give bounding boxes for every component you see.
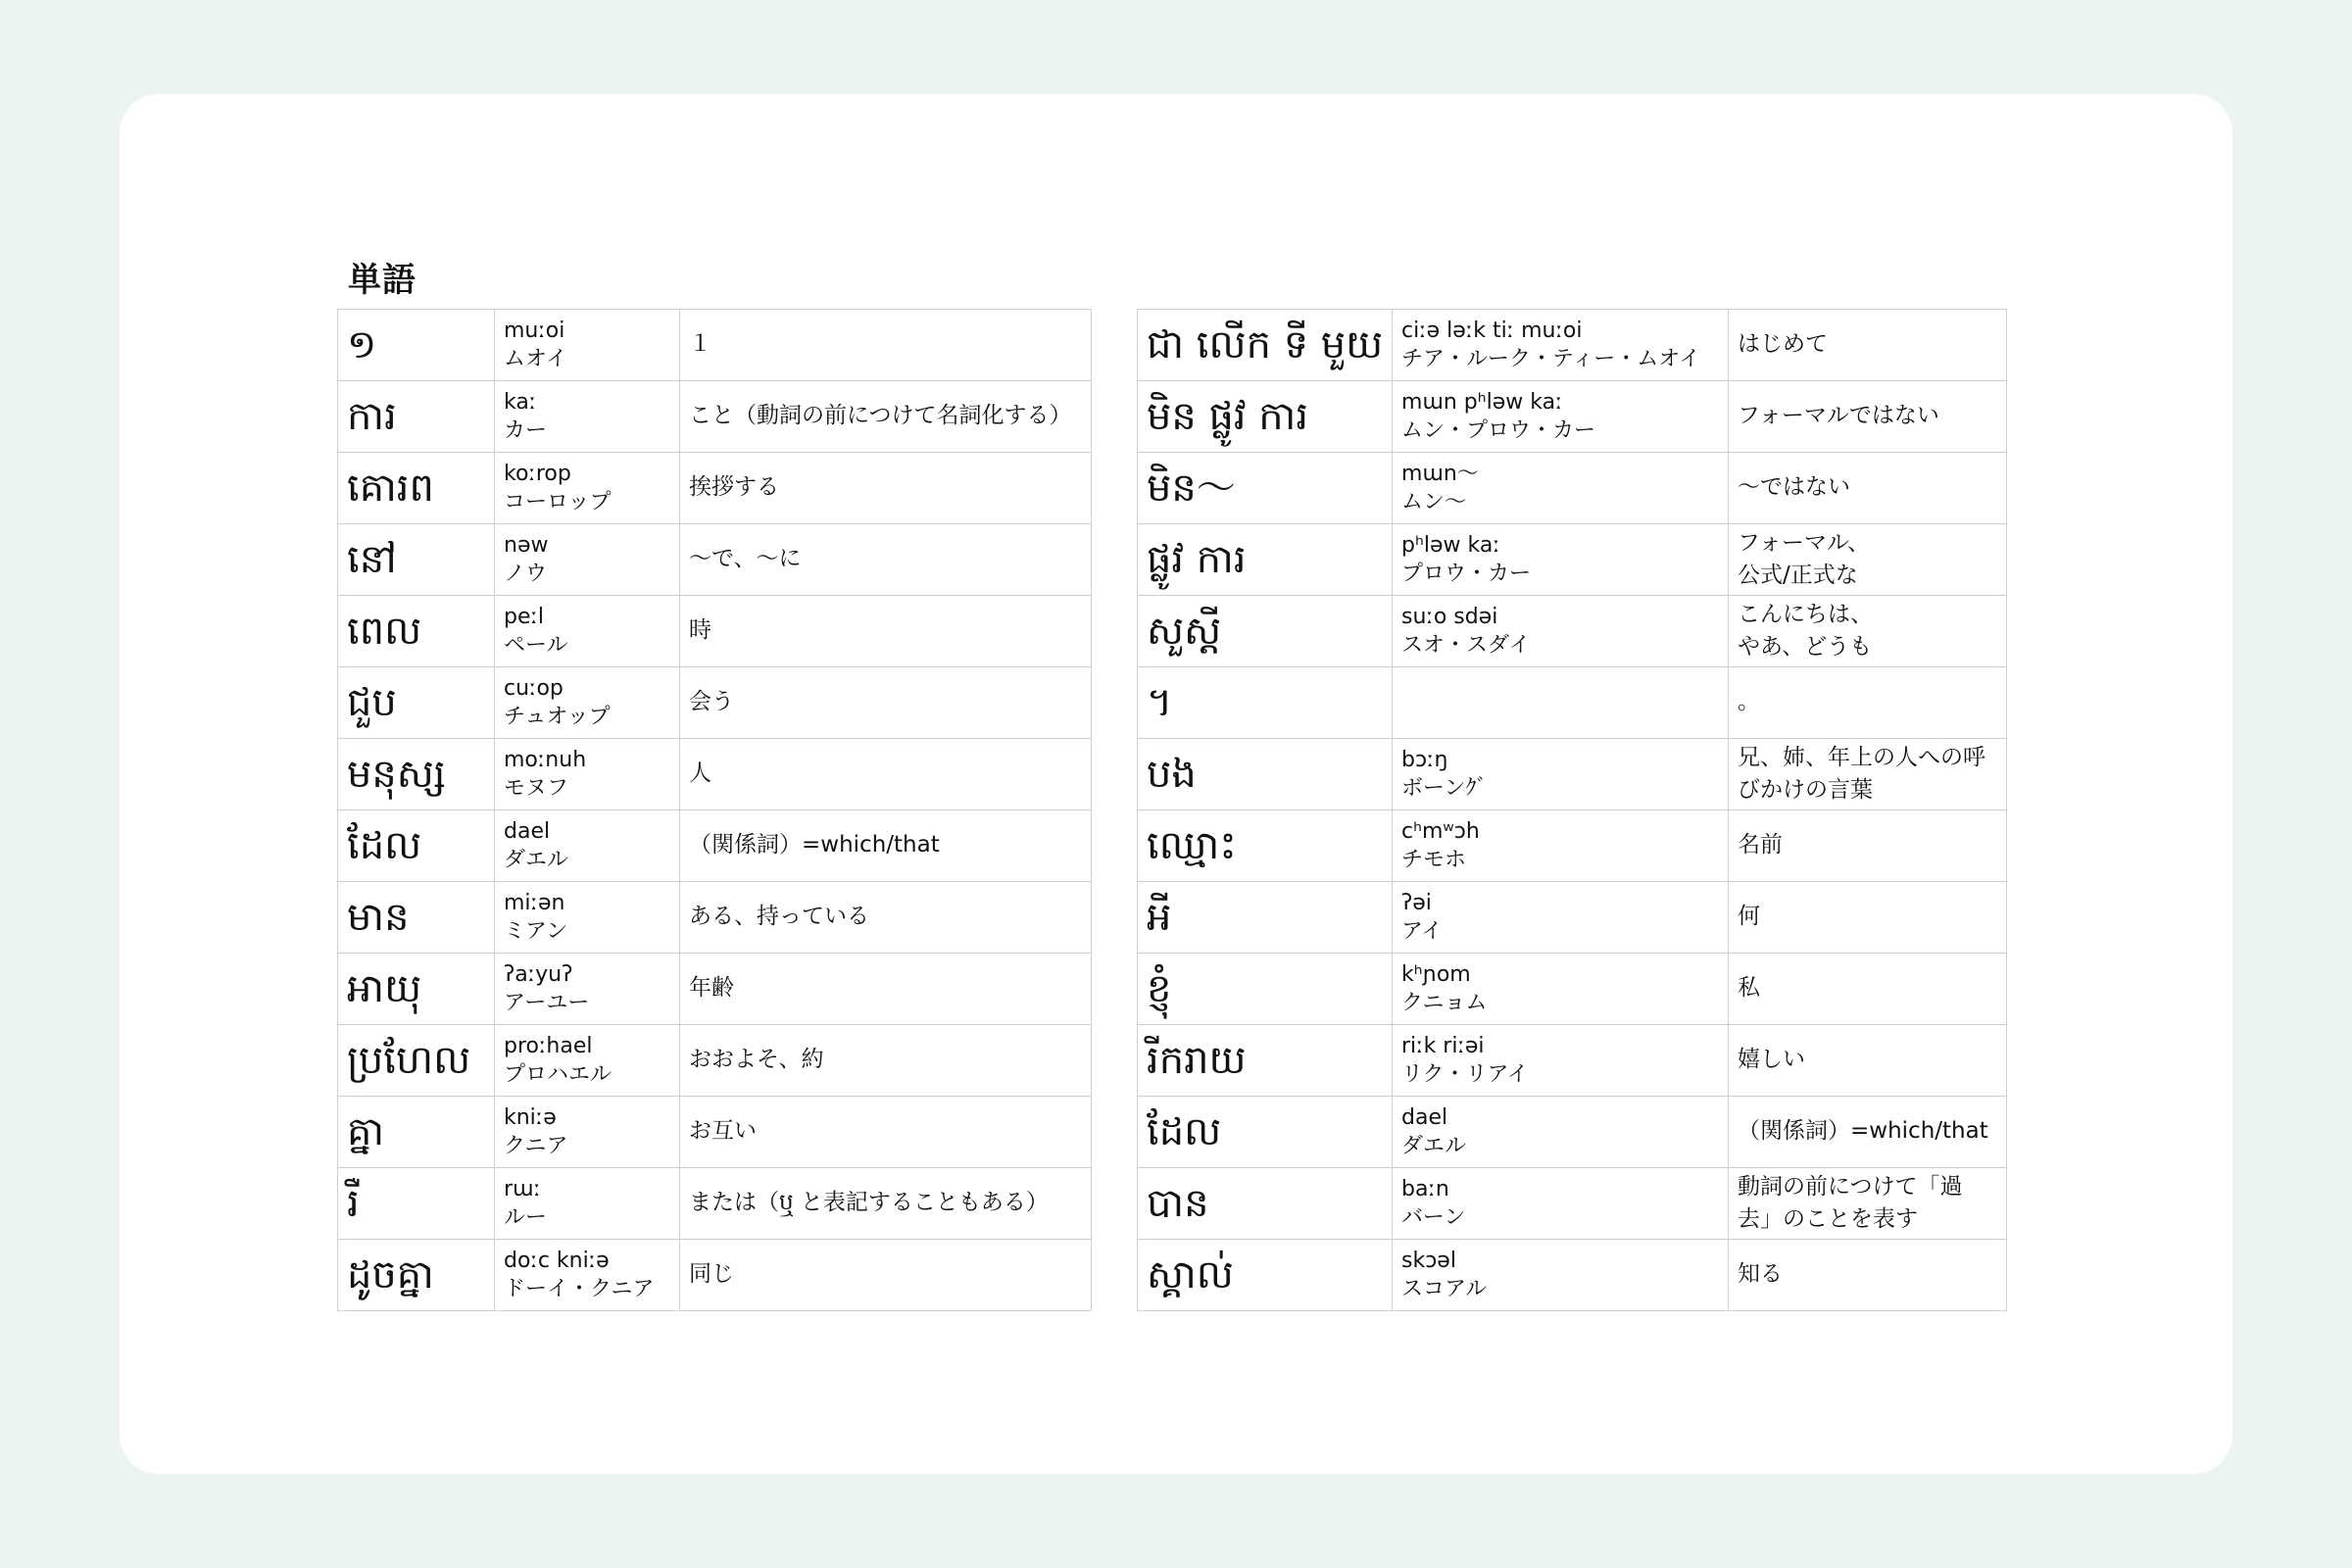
vocab-row [338, 310, 1092, 381]
pronunciation-cell [495, 453, 680, 524]
khmer-word: ដែល [1138, 1097, 1393, 1168]
pronunciation-cell [1393, 882, 1729, 954]
khmer-word: ។ [1138, 667, 1393, 739]
meaning-cell [1729, 453, 2007, 524]
katakana-reading: チモホ [1401, 848, 1467, 872]
pronunciation-cell [1393, 453, 1729, 524]
meaning-cell [680, 381, 1092, 453]
meaning-cell [680, 596, 1092, 667]
pronunciation-cell [495, 1097, 680, 1168]
meaning-line: （関係詞）=which/that [1738, 1118, 1988, 1145]
meaning-cell [1729, 882, 2007, 954]
katakana-reading: リク・リアイ [1401, 1062, 1529, 1087]
meaning-line: 兄、姉、年上の人への呼 [1738, 744, 1985, 770]
meaning-line: 知る [1738, 1261, 1783, 1288]
meaning-line: 嬉しい [1738, 1047, 1805, 1073]
romanization: ciːə ləːk tiː muːoi [1401, 318, 1583, 343]
meaning-line: 時 [689, 617, 711, 644]
katakana-reading: プロハエル [504, 1062, 612, 1087]
katakana-reading: ムン・プロウ・カー [1401, 418, 1596, 443]
katakana-reading: ペール [504, 633, 568, 658]
romanization: dael [1401, 1104, 1448, 1130]
katakana-reading: ムン〜 [1401, 490, 1467, 514]
romanization: nəw [504, 532, 549, 558]
pronunciation-cell [495, 596, 680, 667]
katakana-reading: スコアル [1401, 1277, 1488, 1301]
meaning-line: （関係詞）=which/that [689, 832, 940, 858]
meaning-cell [1729, 1168, 2007, 1240]
vocab-row [1138, 1097, 2007, 1168]
katakana-reading: ドーイ・クニア [504, 1277, 655, 1301]
katakana-reading: バーン [1401, 1205, 1466, 1230]
meaning-line: 去」のことを表す [1738, 1206, 1918, 1232]
katakana-reading: ボーンｸﾞ [1401, 776, 1488, 801]
vocab-row [1138, 739, 2007, 810]
pronunciation-cell [495, 524, 680, 596]
pronunciation-cell [1393, 1240, 1729, 1311]
katakana-reading: コーロップ [504, 490, 612, 514]
vocab-row [338, 596, 1092, 667]
katakana-reading: ダエル [504, 848, 569, 872]
katakana-reading: ミアン [504, 919, 568, 944]
khmer-word: ជួប [338, 667, 495, 739]
khmer-word: បាន [1138, 1168, 1393, 1240]
katakana-reading: カー [504, 418, 548, 443]
vocab-row [338, 453, 1092, 524]
romanization: moːnuh [504, 747, 587, 772]
vocab-row [1138, 1025, 2007, 1097]
khmer-word: គ្នា [338, 1097, 495, 1168]
romanization: ʔaːyuʔ [504, 961, 573, 987]
vocab-row [1138, 453, 2007, 524]
romanization: muːoi [504, 318, 565, 343]
vocab-row [1138, 954, 2007, 1025]
katakana-reading: チュオップ [504, 705, 611, 729]
khmer-word: ជា លើក ទី មួយ [1138, 310, 1393, 381]
pronunciation-cell [1393, 667, 1729, 739]
meaning-cell [1729, 739, 2007, 810]
meaning-line: 。 [1738, 689, 1760, 715]
vocab-row [338, 1168, 1092, 1240]
vocab-row [338, 1025, 1092, 1097]
katakana-reading: ムオイ [504, 347, 567, 371]
vocab-row [338, 1240, 1092, 1311]
romanization: ʔəi [1401, 890, 1432, 915]
meaning-cell [680, 954, 1092, 1025]
vocab-row [1138, 1168, 2007, 1240]
meaning-line: 〜ではない [1738, 474, 1850, 501]
katakana-reading: クニョム [1401, 991, 1488, 1015]
vocab-row [338, 810, 1092, 882]
meaning-line: 同じ [689, 1261, 734, 1288]
pronunciation-cell [495, 1025, 680, 1097]
pronunciation-cell [1393, 810, 1729, 882]
meaning-line: １ [689, 331, 711, 358]
khmer-word: ខ្ញុំ [1138, 954, 1393, 1025]
meaning-cell [1729, 310, 2007, 381]
romanization: mɯn〜 [1401, 461, 1479, 486]
meaning-cell [1729, 381, 2007, 453]
vocab-row [1138, 381, 2007, 453]
romanization: cʰmʷɔh [1401, 818, 1480, 844]
romanization: proːhael [504, 1033, 593, 1058]
vocab-row [1138, 810, 2007, 882]
meaning-line: フォーマル、 [1738, 529, 1871, 556]
romanization: peːl [504, 604, 545, 629]
khmer-word: សួស្តី [1138, 596, 1393, 667]
meaning-line: びかけの言葉 [1738, 777, 1873, 803]
pronunciation-cell [1393, 954, 1729, 1025]
meaning-line: または（ឬ と表記することもある） [689, 1190, 1049, 1216]
pronunciation-cell [1393, 381, 1729, 453]
katakana-reading: プロウ・カー [1401, 562, 1532, 586]
meaning-cell [680, 1168, 1092, 1240]
khmer-word: ផ្លូវ ការ [1138, 524, 1393, 596]
khmer-word: នៅ [338, 524, 495, 596]
pronunciation-cell [495, 1168, 680, 1240]
katakana-reading: クニア [504, 1134, 568, 1158]
khmer-word: ឈ្មោះ [1138, 810, 1393, 882]
katakana-reading: チア・ルーク・ティー・ムオイ [1401, 347, 1701, 371]
khmer-word: គោរព [338, 453, 495, 524]
pronunciation-cell [1393, 1097, 1729, 1168]
meaning-line: やあ、どうも [1738, 634, 1873, 660]
katakana-reading: アイ [1401, 919, 1444, 944]
romanization: skɔəl [1401, 1248, 1456, 1273]
meaning-line: 〜で、〜に [689, 546, 802, 572]
romanization: kniːə [504, 1104, 557, 1130]
meaning-cell [680, 882, 1092, 954]
meaning-cell [1729, 810, 2007, 882]
romanization: kaː [504, 389, 537, 415]
meaning-line: 名前 [1738, 832, 1783, 858]
vocab-row [338, 882, 1092, 954]
romanization: baːn [1401, 1176, 1449, 1201]
meaning-line: ある、持っている [689, 904, 869, 930]
vocab-row [1138, 1240, 2007, 1311]
pronunciation-cell [495, 381, 680, 453]
meaning-line: こんにちは、 [1738, 601, 1873, 627]
meaning-line: こと（動詞の前につけて名詞化する） [689, 403, 1072, 429]
khmer-word: ដូចគ្នា [338, 1240, 495, 1311]
meaning-line: フォーマルではない [1738, 403, 1939, 429]
katakana-reading: ノウ [504, 562, 548, 586]
meaning-cell [680, 810, 1092, 882]
meaning-cell [1729, 524, 2007, 596]
vocab-row [1138, 596, 2007, 667]
meaning-line: 挨拶する [689, 474, 779, 501]
pronunciation-cell [1393, 596, 1729, 667]
meaning-cell [1729, 1240, 2007, 1311]
khmer-word: ដែល [338, 810, 495, 882]
katakana-reading: モヌフ [504, 776, 569, 801]
katakana-reading: ダエル [1401, 1134, 1467, 1158]
romanization: kʰɲom [1401, 961, 1471, 987]
khmer-word: មនុស្ស [338, 739, 495, 810]
meaning-line: はじめて [1738, 331, 1828, 358]
pronunciation-cell [1393, 1168, 1729, 1240]
meaning-cell [680, 1240, 1092, 1311]
vocab-table-left [337, 309, 1092, 1311]
meaning-line: 何 [1738, 904, 1760, 930]
romanization: mɯn pʰləw kaː [1401, 389, 1563, 415]
khmer-word: មិន〜 [1138, 453, 1393, 524]
meaning-cell [680, 667, 1092, 739]
romanization: rɯː [504, 1176, 541, 1201]
pronunciation-cell [495, 739, 680, 810]
pronunciation-cell [495, 1240, 680, 1311]
meaning-cell [1729, 954, 2007, 1025]
vocab-row [338, 381, 1092, 453]
meaning-cell [680, 310, 1092, 381]
meaning-cell [680, 739, 1092, 810]
vocab-row [338, 1097, 1092, 1168]
khmer-word: ការ [338, 381, 495, 453]
meaning-line: 人 [689, 760, 711, 787]
khmer-word: បង [1138, 739, 1393, 810]
meaning-line: 公式/正式な [1738, 563, 1858, 588]
khmer-word: អាយុ [338, 954, 495, 1025]
meaning-cell [1729, 596, 2007, 667]
romanization: riːk riːəi [1401, 1033, 1485, 1058]
pronunciation-cell [1393, 310, 1729, 381]
khmer-word: មិន ផ្លូវ ការ [1138, 381, 1393, 453]
romanization: pʰləw kaː [1401, 532, 1500, 558]
romanization: suːo sdəi [1401, 604, 1498, 629]
meaning-cell [680, 453, 1092, 524]
meaning-cell [680, 1097, 1092, 1168]
meaning-cell [1729, 1025, 2007, 1097]
section-heading: 単語 [348, 261, 416, 300]
pronunciation-cell [495, 954, 680, 1025]
pronunciation-cell [1393, 1025, 1729, 1097]
vocab-row [1138, 667, 2007, 739]
meaning-line: 年齢 [689, 975, 734, 1002]
meaning-cell [1729, 667, 2007, 739]
khmer-word: ស្គាល់ [1138, 1240, 1393, 1311]
vocab-row [338, 524, 1092, 596]
katakana-reading: ルー [504, 1205, 548, 1230]
vocab-row [338, 739, 1092, 810]
meaning-cell [680, 524, 1092, 596]
khmer-word: ពេល [338, 596, 495, 667]
romanization: cuːop [504, 675, 564, 701]
vocab-row [338, 667, 1092, 739]
khmer-word: មាន [338, 882, 495, 954]
meaning-line: おおよそ、約 [689, 1047, 824, 1073]
meaning-line: 会う [689, 689, 734, 715]
pronunciation-cell [1393, 524, 1729, 596]
katakana-reading: アーユー [504, 991, 590, 1015]
pronunciation-cell [1393, 739, 1729, 810]
vocab-row [338, 954, 1092, 1025]
romanization: bɔːŋ [1401, 747, 1448, 772]
romanization: doːc kniːə [504, 1248, 610, 1273]
khmer-word: អី [1138, 882, 1393, 954]
romanization: dael [504, 818, 551, 844]
meaning-cell [680, 1025, 1092, 1097]
khmer-word: ប្រហែល [338, 1025, 495, 1097]
meaning-line: お互い [689, 1118, 757, 1145]
khmer-word: រីករាយ [1138, 1025, 1393, 1097]
vocab-row [1138, 524, 2007, 596]
meaning-line: 動詞の前につけて「過 [1738, 1173, 1963, 1200]
vocab-row [1138, 310, 2007, 381]
meaning-line: 私 [1738, 975, 1760, 1002]
khmer-word: ១ [338, 310, 495, 381]
khmer-word: រឺ [338, 1168, 495, 1240]
pronunciation-cell [495, 310, 680, 381]
vocab-row [1138, 882, 2007, 954]
meaning-cell [1729, 1097, 2007, 1168]
romanization: koːrop [504, 461, 571, 486]
pronunciation-cell [495, 810, 680, 882]
romanization: miːən [504, 890, 565, 915]
pronunciation-cell [495, 882, 680, 954]
pronunciation-cell [495, 667, 680, 739]
vocab-table-right [1137, 309, 2007, 1311]
katakana-reading: スオ・スダイ [1401, 633, 1531, 658]
